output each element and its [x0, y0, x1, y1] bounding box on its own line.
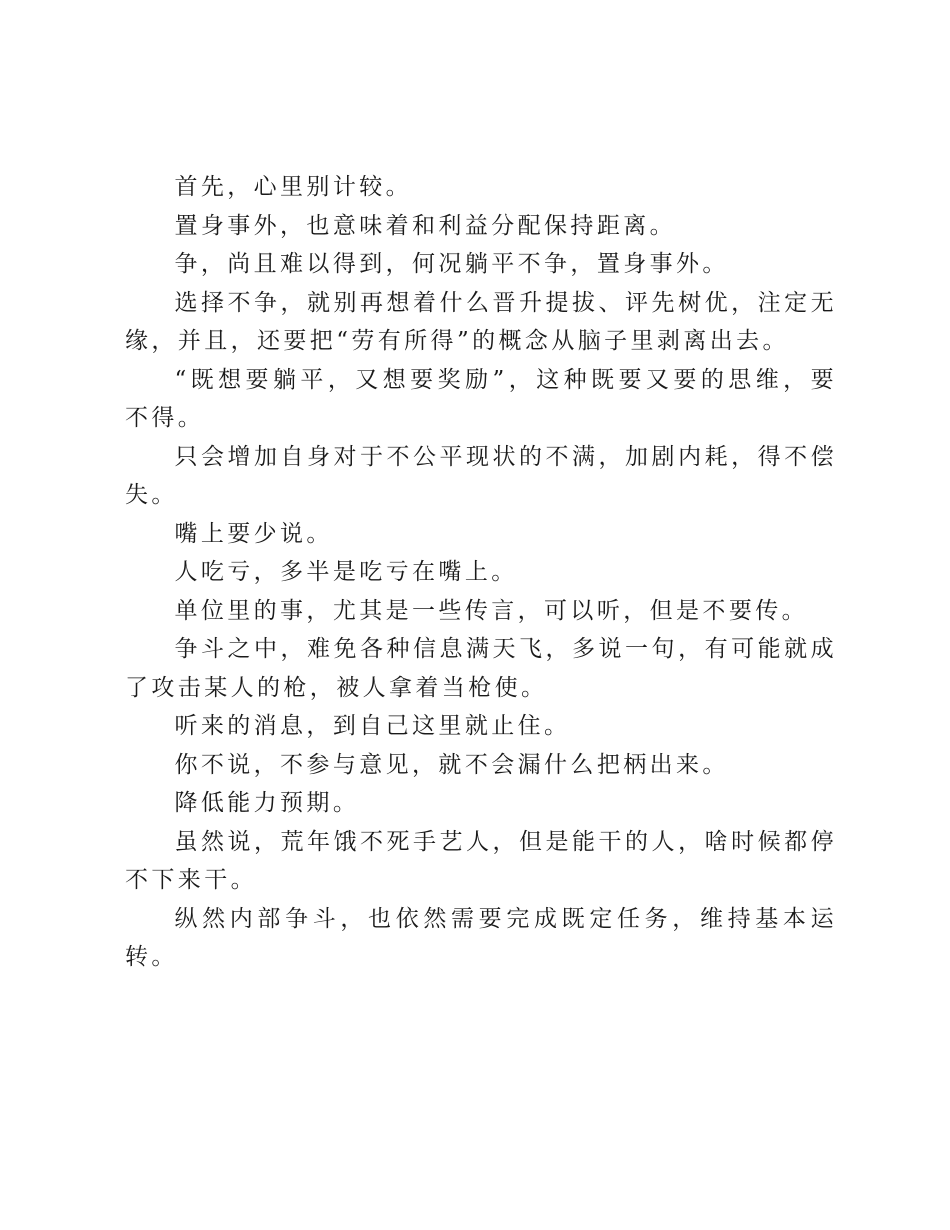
paragraph: 纵然内部争斗，也依然需要完成既定任务，维持基本运转。: [125, 905, 837, 970]
paragraph: “既想要躺平，又想要奖励”，这种既要又要的思维，要不得。: [125, 366, 837, 431]
paragraph: 争斗之中，难免各种信息满天飞，多说一句，有可能就成了攻击某人的枪，被人拿着当枪使。: [125, 636, 837, 701]
paragraph: 听来的消息，到自己这里就止住。: [174, 713, 571, 739]
paragraph: 首先，心里别计较。: [174, 174, 413, 200]
paragraph: 只会增加自身对于不公平现状的不满，加剧内耗，得不偿失。: [125, 443, 837, 508]
paragraph: 降低能力预期。: [174, 790, 360, 816]
document-body: [125, 168, 837, 977]
paragraph: 争，尚且难以得到，何况躺平不争，置身事外。: [174, 251, 729, 277]
paragraph: 单位里的事，尤其是一些传言，可以听，但是不要传。: [174, 597, 809, 624]
paragraph: 置身事外，也意味着和利益分配保持距离。: [174, 212, 677, 239]
paragraph: 选择不争，就别再想着什么晋升提拔、评先树优，注定无缘，并且，还要把“劳有所得”的概念从脑子里剥离出去。: [125, 289, 837, 354]
paragraph: 嘴上要少说。: [174, 520, 333, 547]
paragraph: 你不说，不参与意见，就不会漏什么把柄出来。: [174, 751, 729, 778]
paragraph: 虽然说，荒年饿不死手艺人，但是能干的人，啥时候都停不下来干。: [125, 828, 837, 893]
paragraph: 人吃亏，多半是吃亏在嘴上。: [174, 559, 518, 585]
